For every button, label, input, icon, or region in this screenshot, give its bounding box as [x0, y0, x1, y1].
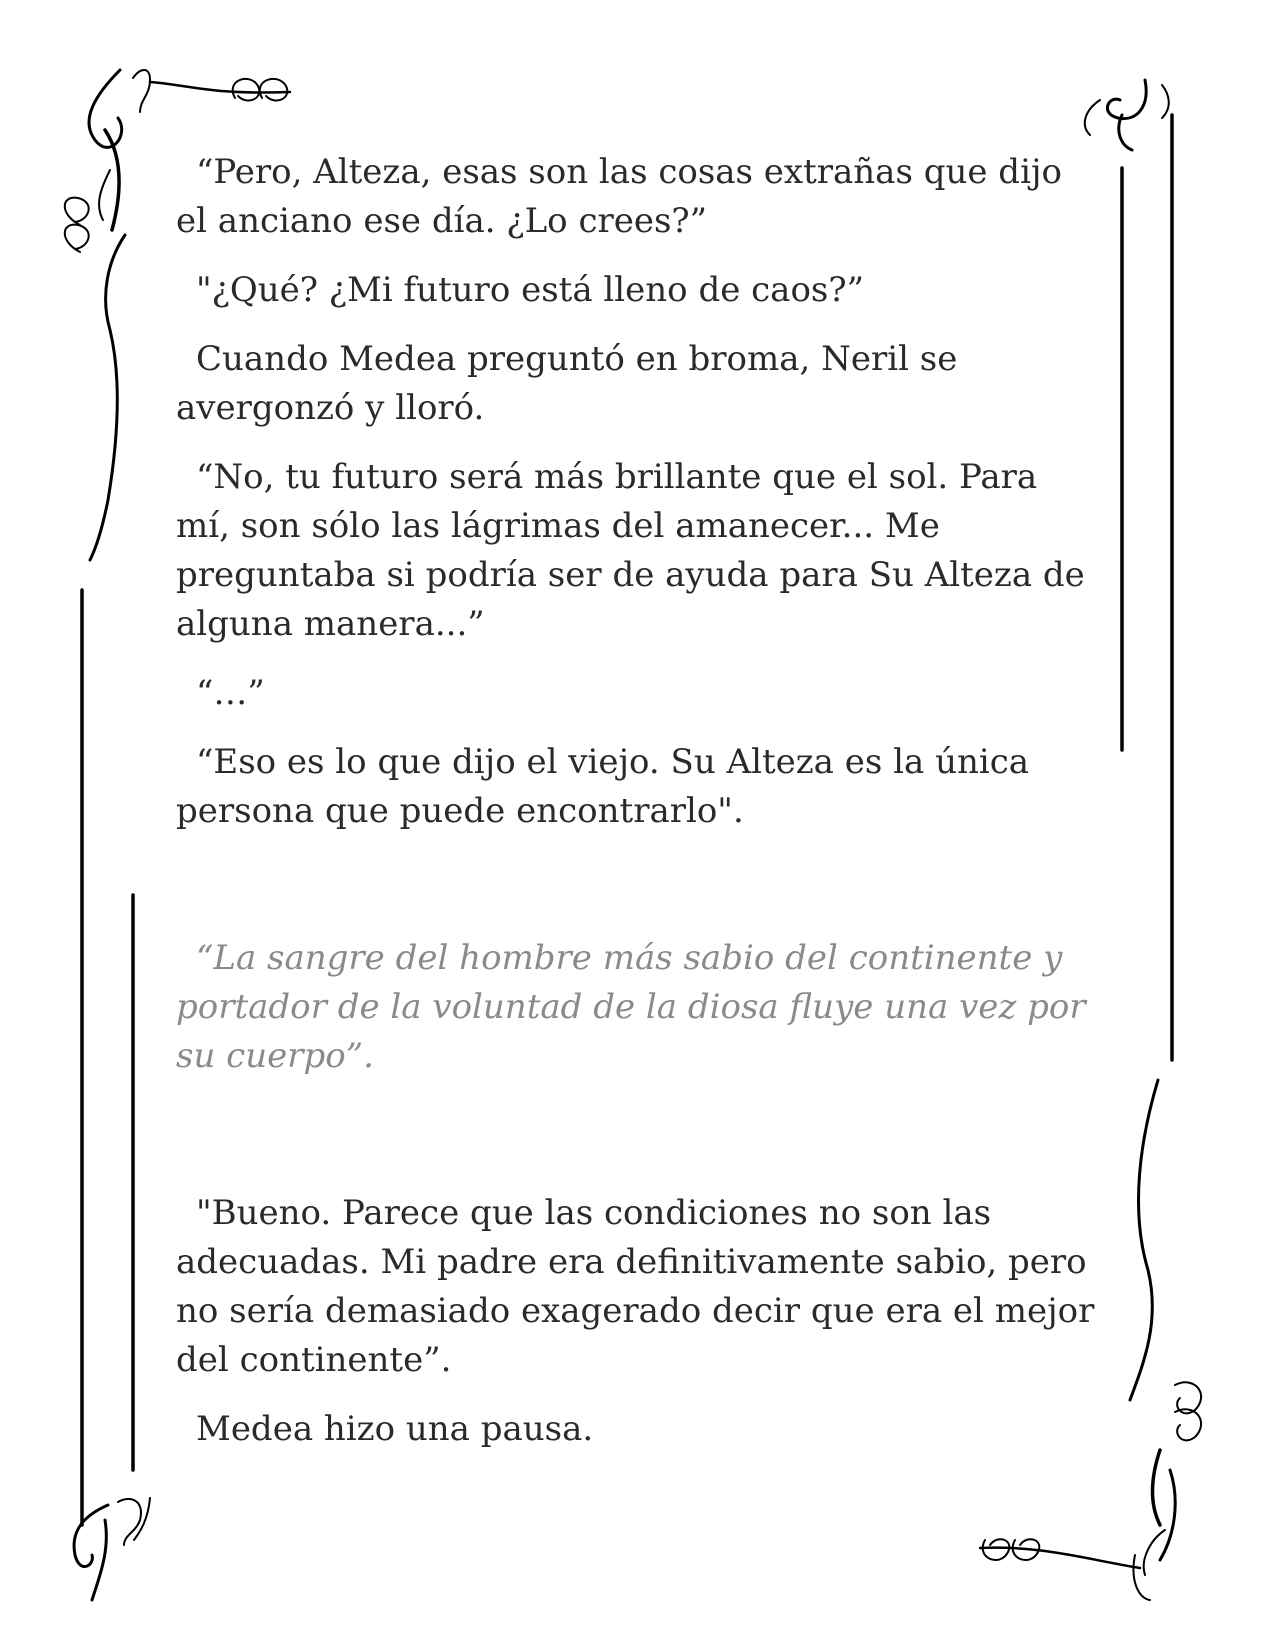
paragraph-8: Medea hizo una pausa.	[196, 1409, 594, 1449]
paragraph-5: “…”	[196, 673, 265, 713]
paragraph-3: Cuando Medea preguntó en broma, Neril se avergonzó y lloró.	[176, 339, 958, 428]
text-content	[176, 148, 1096, 1474]
spacer	[176, 1081, 1096, 1189]
paragraph-2: "¿Qué? ¿Mi futuro está lleno de caos?”	[196, 270, 864, 310]
prophecy-quote: “La sangre del hombre más sabio del continente y portador de la voluntad de la diosa fluye una vez por su cuerpo”.	[176, 938, 1086, 1076]
spacer	[176, 856, 1096, 934]
flourish-corner-top-right-icon	[1085, 80, 1169, 150]
paragraph-7: "Bueno. Parece que las condiciones no son las adecuadas. Mi padre era definitivamente sabio, pero no sería demasiado exagerado decir que era el mejor del continente”.	[176, 1193, 1095, 1380]
paragraph-1: “Pero, Alteza, esas son las cosas extrañas que dijo el anciano ese día. ¿Lo crees?”	[176, 152, 1062, 241]
paragraph-4: “No, tu futuro será más brillante que el sol. Para mí, son sólo las lágrimas del amanecer... Me preguntaba si podría ser de ayuda para Su Alteza de alguna manera...”	[176, 457, 1085, 644]
flourish-corner-bottom-left-icon	[74, 1498, 150, 1600]
paragraph-6: “Eso es lo que dijo el viejo. Su Alteza es la única persona que puede encontrarlo".	[176, 742, 1030, 831]
